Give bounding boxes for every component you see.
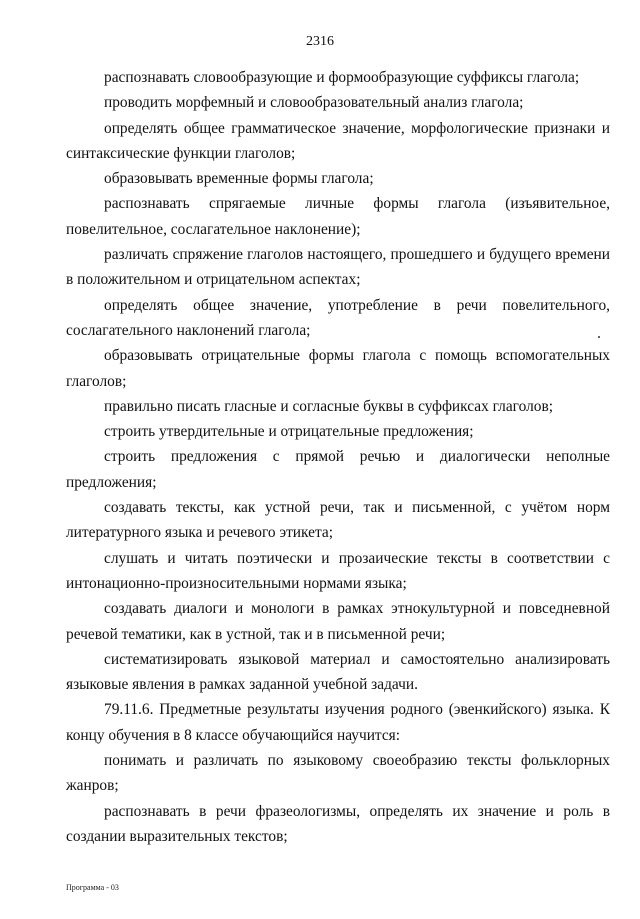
document-body	[66, 65, 610, 849]
paragraph: определять общее грамматическое значение, морфологические признаки и синтаксические функции глаголов;	[66, 119, 610, 162]
section-heading-paragraph: 79.11.6. Предметные результаты изучения родного (эвенкийского) языка. К концу обучения в 8 классе обучающийся научится:	[66, 701, 610, 744]
paragraph: образовывать отрицательные формы глагола с помощь вспомогательных глаголов;	[66, 347, 610, 390]
paragraph: слушать и читать поэтически и прозаические тексты в соответствии с интонационно-произносительными нормами языка;	[66, 549, 610, 592]
paragraph: строить утвердительные и отрицательные предложения;	[104, 423, 474, 441]
page-number: 2316	[306, 34, 334, 49]
paragraph: проводить морфемный и словообразовательный анализ глагола;	[104, 94, 524, 112]
paragraph: понимать и различать по языковому своеобразию тексты фольклорных жанров;	[66, 752, 610, 795]
paragraph: образовывать временные формы глагола;	[104, 170, 374, 188]
paragraph: создавать тексты, как устной речи, так и письменной, с учётом норм литературного языка и речевого этикета;	[66, 499, 610, 542]
paragraph: создавать диалоги и монологи в рамках этнокультурной и повседневной речевой тематики, как в устной, так и в письменной речи;	[66, 600, 610, 643]
paragraph: правильно писать гласные и согласные буквы в суффиксах глаголов;	[104, 397, 554, 415]
paragraph: строить предложения с прямой речью и диалогически неполные предложения;	[66, 448, 610, 491]
paragraph: распознавать спрягаемые личные формы глагола (изъявительное, повелительное, сослагательное наклонение);	[66, 195, 610, 238]
paragraph: определять общее значение, употребление в речи повелительного, сослагательного наклонений глагола;	[66, 296, 610, 339]
paragraph: различать спряжение глаголов настоящего, прошедшего и будущего времени в положительном и отрицательном аспектах;	[66, 246, 610, 289]
paragraph: распознавать в речи фразеологизмы, определять их значение и роль в создании выразительных текстов;	[66, 802, 610, 845]
paragraph: систематизировать языковой материал и самостоятельно анализировать языковые явления в рамках заданной учебной задачи.	[66, 650, 610, 694]
paragraph: распознавать словообразующие и формообразующие суффиксы глагола;	[104, 69, 580, 86]
scan-speck	[598, 336, 600, 338]
page-footer: Программа - 03	[66, 883, 119, 892]
